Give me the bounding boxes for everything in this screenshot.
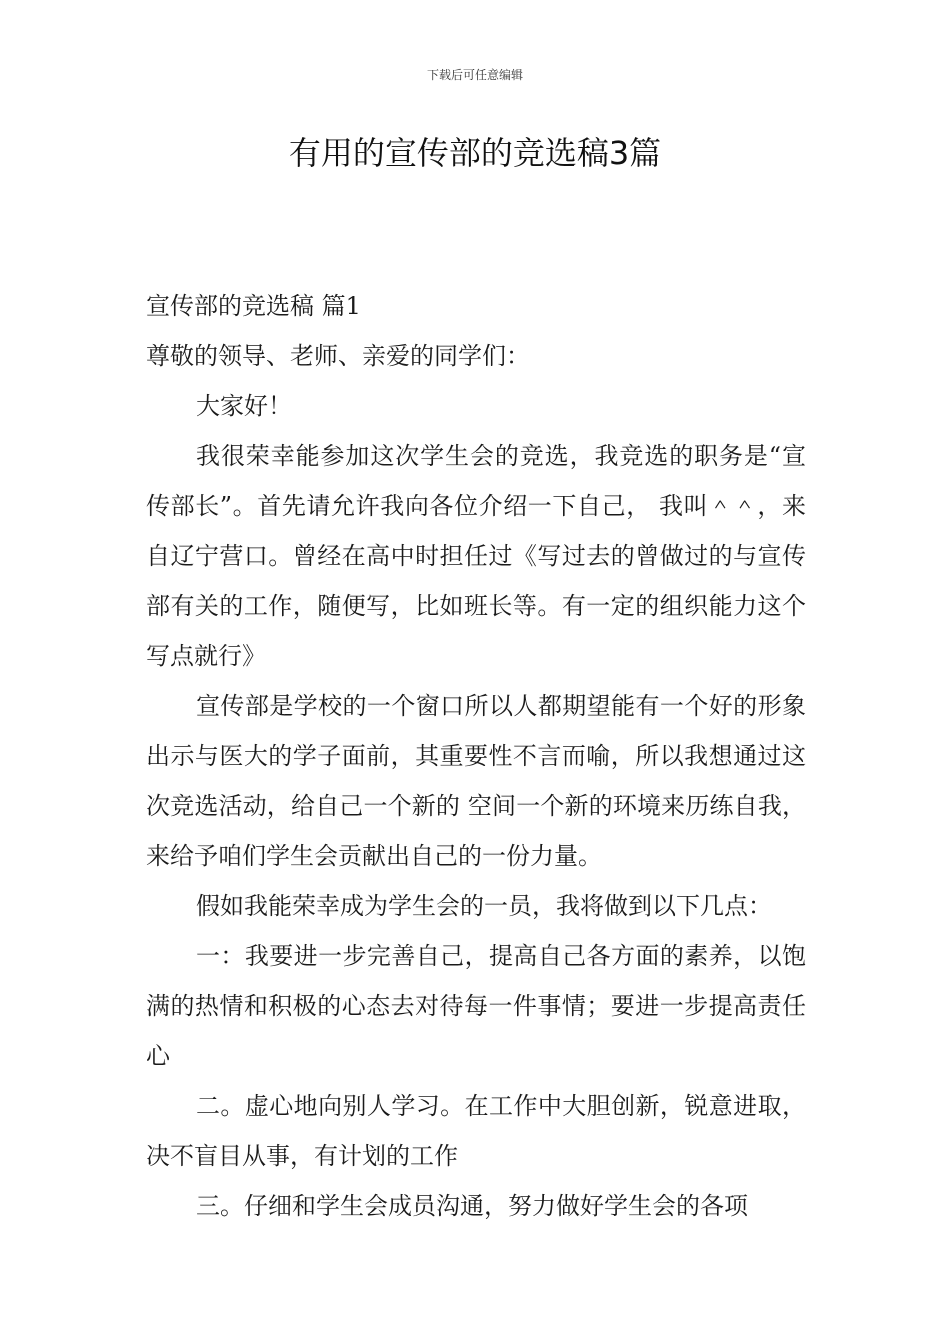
paragraph-greeting: 大家好！ [196, 392, 292, 420]
paragraph-introduction: 我很荣幸能参加这次学生会的竞选，我竞选的职务是“宣传部长”。首先请允许我向各位介绍一下自己， 我叫＾＾，来自辽宁营口。曾经在高中时担任过《写过去的曾做过的与宣传部有关的工作，随便写，比如班长等。有一定的组织能力这个写点就行》 [146, 442, 806, 670]
page-header-note: 下载后可任意编辑 [426, 68, 523, 82]
document-body [146, 281, 806, 1231]
paragraph-point-three: 三。仔细和学生会成员沟通，努力做好学生会的各项 [196, 1192, 748, 1220]
paragraph-point-two: 二。虚心地向别人学习。在工作中大胆创新，锐意进取，决不盲目从事，有计划的工作 [146, 1092, 806, 1170]
section-heading: 宣传部的竞选稿 篇1 [146, 292, 361, 320]
document-title: 有用的宣传部的竞选稿3篇 [288, 134, 662, 172]
paragraph-motivation: 宣传部是学校的一个窗口所以人都期望能有一个好的形象出示与医大的学子面前，其重要性不言而喻，所以我想通过这次竞选活动，给自己一个新的 空间一个新的环境来历练自我，来给予咱们学生会贡献出自己的一份力量。 [146, 692, 806, 870]
paragraph-point-one: 一：我要进一步完善自己，提高自己各方面的素养，以饱满的热情和积极的心态去对待每一件事情；要进一步提高责任心 [146, 942, 806, 1070]
paragraph-plan-intro: 假如我能荣幸成为学生会的一员，我将做到以下几点： [196, 892, 772, 920]
salutation: 尊敬的领导、老师、亲爱的同学们： [146, 342, 530, 370]
